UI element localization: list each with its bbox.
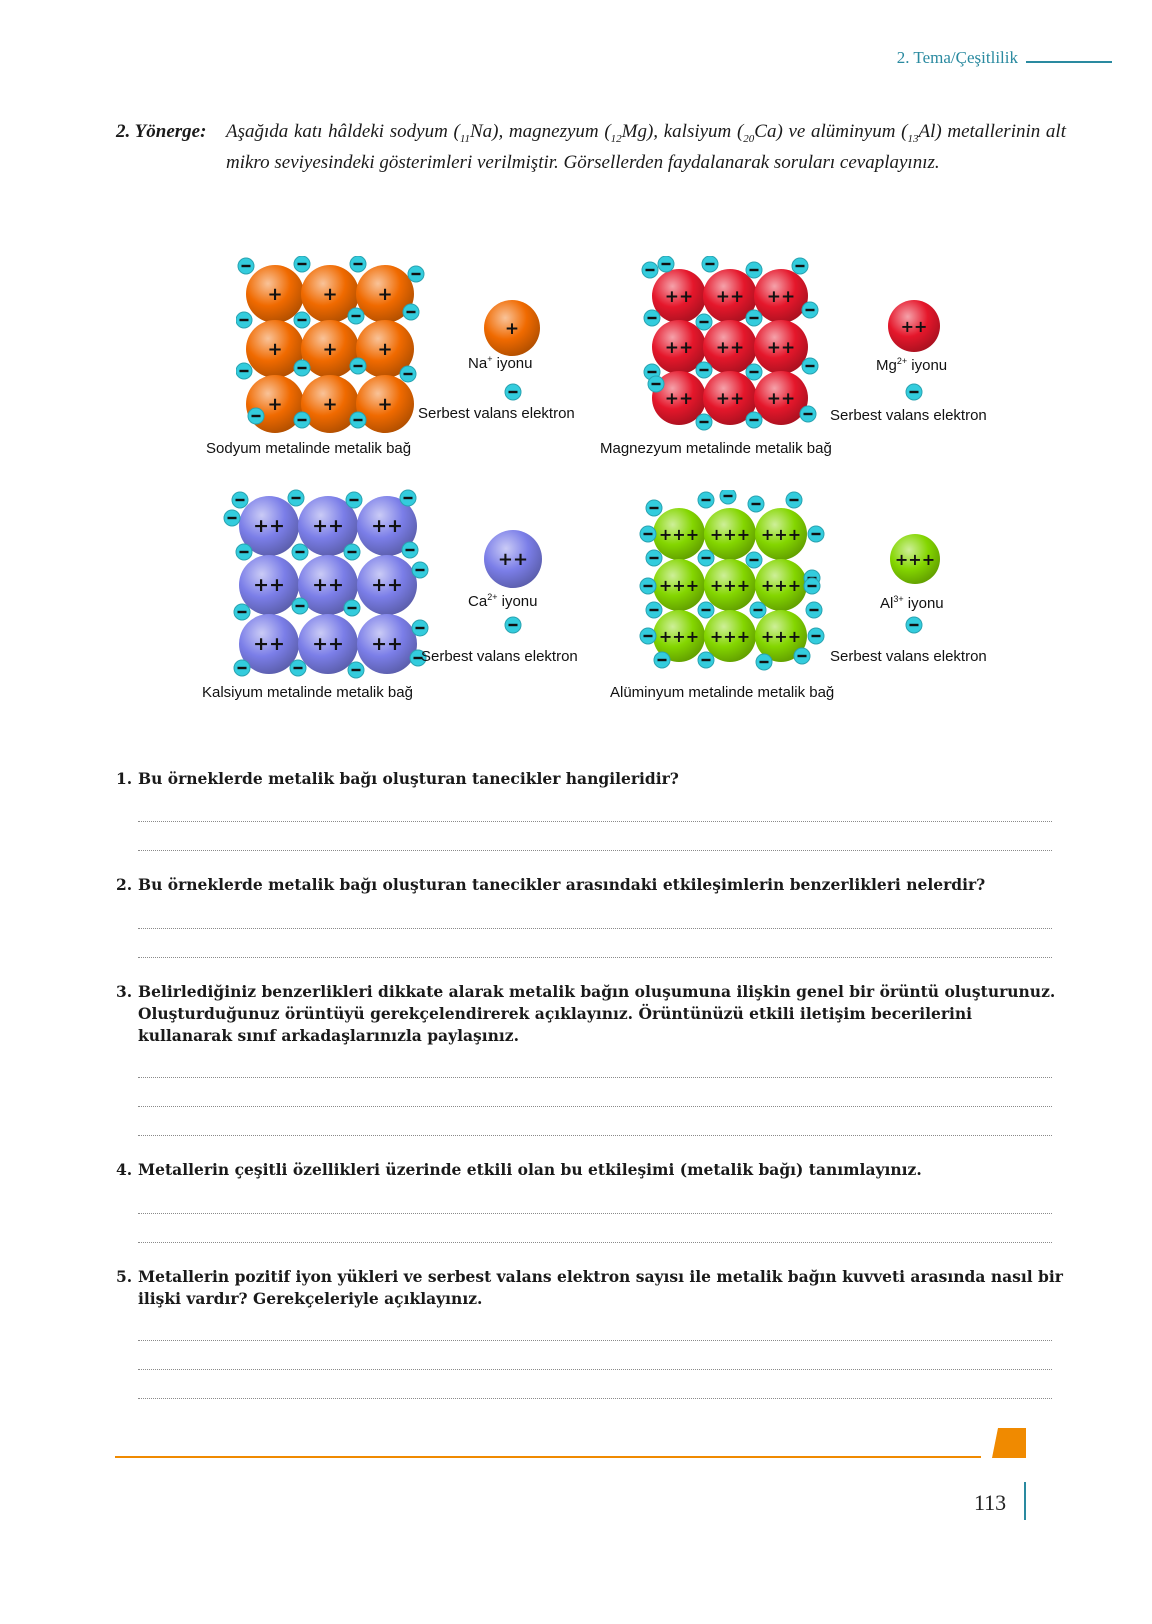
electron-minus xyxy=(252,415,261,417)
aluminium-free-electron xyxy=(904,615,924,635)
instruction-block xyxy=(116,120,1066,174)
lattice-ion-charge: ++ xyxy=(371,633,403,655)
question-2: 2. Bu örneklerde metalik bağı oluşturan tanecikler arasındaki etkileşimlerin benzerlikleri nelerdir? xyxy=(116,874,1066,896)
aluminium-ion-svg xyxy=(888,532,942,586)
lattice-ion-charge: +++ xyxy=(709,627,751,646)
electron-minus xyxy=(724,495,733,497)
calcium-free-electron xyxy=(503,615,523,635)
aluminium-lattice xyxy=(632,490,832,676)
electron-minus xyxy=(700,369,709,371)
lattice-ion-charge: +++ xyxy=(760,576,802,595)
electron-minus xyxy=(240,370,249,372)
electron-minus xyxy=(798,655,807,657)
question-1: 1. Bu örneklerde metalik bağı oluşturan tanecikler hangileridir? xyxy=(116,768,1066,790)
magnesium-lattice xyxy=(632,256,832,436)
answer-line[interactable] xyxy=(138,1077,1052,1078)
header-rule xyxy=(1026,61,1112,63)
instruction-label: 2. Yönerge: xyxy=(116,121,207,142)
footer-tab-icon xyxy=(992,1428,1026,1458)
lattice-ion-charge: ++ xyxy=(371,574,403,596)
question-text: Belirlediğiniz benzerlikleri dikkate alarak metalik bağın oluşumuna ilişkin genel bir örüntü oluşturunuz. Oluşturduğunuz örüntüyü gerekçelendirerek açıklayınız. Örüntünüzü etkili iletişim becerilerini kullanarak sınıf arkadaşlarınızla paylaşınız. xyxy=(138,982,1056,1045)
lattice-ion-charge: ++ xyxy=(766,389,796,409)
lattice-ion-charge: ++ xyxy=(664,287,694,307)
free-electron-icon xyxy=(904,382,924,402)
electron-minus xyxy=(650,557,659,559)
free-electron-icon xyxy=(503,382,523,402)
electron-minus xyxy=(404,373,413,375)
electron-minus xyxy=(644,635,653,637)
sodium-ion-label: Na+ iyonu xyxy=(468,354,533,372)
electron-minus xyxy=(242,265,251,267)
question-text: Bu örneklerde metalik bağı oluşturan tanecikler hangileridir? xyxy=(138,769,679,788)
electron-minus xyxy=(652,383,661,385)
calcium-ion-label: $Ca^{2+}$ iyonu xyxy=(468,592,538,610)
lattice-ion-charge: ++ xyxy=(371,515,403,537)
lattice-ion-charge: +++ xyxy=(709,576,751,595)
lattice-ion-charge: ++ xyxy=(766,287,796,307)
magnesium-ion xyxy=(886,298,942,354)
electron-minus xyxy=(228,517,237,519)
page-number-bar xyxy=(1024,1482,1026,1520)
magnesium-lattice-svg xyxy=(632,256,832,436)
single-ion-charge: + xyxy=(504,319,520,339)
aluminium-ion xyxy=(888,532,942,586)
lattice-ion-charge: ++ xyxy=(312,574,344,596)
single-ion-charge: +++ xyxy=(894,550,936,569)
electron-minus xyxy=(790,499,799,501)
electron-minus xyxy=(808,585,817,587)
electron-minus xyxy=(406,549,415,551)
magnesium-electron-label: Serbest valans elektron xyxy=(830,407,987,424)
electron-minus xyxy=(352,669,361,671)
calcium-lattice xyxy=(220,488,440,684)
lattice-ion-charge: +++ xyxy=(658,627,700,646)
answer-line[interactable] xyxy=(138,850,1052,851)
electron-minus xyxy=(810,609,819,611)
magnesium-free-electron xyxy=(904,382,924,402)
question-4: 4. Metallerin çeşitli özellikleri üzerinde etkili olan bu etkileşimi (metalik bağı) tanımlayınız. xyxy=(116,1159,1066,1181)
lattice-ion-charge: +++ xyxy=(760,525,802,544)
answer-line[interactable] xyxy=(138,1398,1052,1399)
lattice-ion-charge: ++ xyxy=(715,338,745,358)
electron-minus xyxy=(796,265,805,267)
electron-minus xyxy=(294,667,303,669)
electron-minus xyxy=(354,419,363,421)
electron-minus xyxy=(812,635,821,637)
lattice-ion-charge: ++ xyxy=(766,338,796,358)
electron-minus xyxy=(240,319,249,321)
free-electron-icon xyxy=(904,615,924,635)
electron-minus xyxy=(354,365,363,367)
lattice-ion-charge: + xyxy=(322,339,338,360)
electron-minus xyxy=(354,263,363,265)
question-text: Bu örneklerde metalik bağı oluşturan tanecikler arasındaki etkileşimlerin benzerlikleri nelerdir? xyxy=(138,875,986,894)
electron-minus xyxy=(298,419,307,421)
aluminium-lattice-svg xyxy=(632,490,832,676)
instruction-text: Aşağıda katı hâldeki sodyum $(_{11}Na)$, magnezyum $(_{12}Mg)$, kalsiyum $(_{20}Ca)$ ve alüminyum $(_{13}Al)$ metallerinin alt mikro seviyesindeki gösterimleri verilmiştir. Görsellerden faydalanarak soruları cevaplayınız. xyxy=(226,121,1066,173)
electron-minus xyxy=(644,533,653,535)
lattice-ion-charge: +++ xyxy=(658,525,700,544)
electron-minus xyxy=(760,661,769,663)
sodium-ion xyxy=(482,298,542,358)
sodium-caption: Sodyum metalinde metalik bağ xyxy=(206,440,412,457)
free-electron-icon xyxy=(503,615,523,635)
electron-minus xyxy=(750,317,759,319)
sodium-electron-label: Serbest valans elektron xyxy=(418,405,575,422)
lattice-ion-charge: ++ xyxy=(715,389,745,409)
answer-line[interactable] xyxy=(138,1213,1052,1214)
lattice-ion-charge: + xyxy=(267,284,283,305)
electron-minus xyxy=(348,607,357,609)
lattice-ion-charge: +++ xyxy=(658,576,700,595)
electron-minus xyxy=(910,624,919,626)
electron-minus xyxy=(706,263,715,265)
electron-minus xyxy=(750,269,759,271)
electron-minus xyxy=(750,559,759,561)
answer-line[interactable] xyxy=(138,928,1052,929)
electron-minus xyxy=(702,499,711,501)
electron-minus xyxy=(646,269,655,271)
answer-line[interactable] xyxy=(138,1106,1052,1107)
answer-line[interactable] xyxy=(138,1340,1052,1341)
calcium-ion xyxy=(482,528,544,590)
sodium-free-electron xyxy=(503,382,523,402)
aluminium-ion-label: $Al^{3+}$ iyonu xyxy=(880,594,944,612)
calcium-electron-label: Serbest valans elektron xyxy=(421,648,578,665)
electron-minus xyxy=(700,421,709,423)
lattice-ion-charge: + xyxy=(267,394,283,415)
lattice-ion-charge: ++ xyxy=(312,515,344,537)
electron-minus xyxy=(350,499,359,501)
aluminium-electron-label: Serbest valans elektron xyxy=(830,648,987,665)
electron-minus xyxy=(296,605,305,607)
calcium-ion-svg xyxy=(482,528,544,590)
lattice-ion-charge: ++ xyxy=(312,633,344,655)
sodium-lattice-svg xyxy=(236,256,436,446)
electron-minus xyxy=(298,319,307,321)
electron-minus xyxy=(700,321,709,323)
electron-minus xyxy=(658,659,667,661)
electron-minus xyxy=(416,627,425,629)
footer-rule xyxy=(115,1456,981,1458)
lattice-ion-charge: + xyxy=(377,339,393,360)
page-number: 113 xyxy=(974,1490,1007,1515)
electron-minus xyxy=(812,533,821,535)
electron-minus xyxy=(750,371,759,373)
electron-minus xyxy=(238,667,247,669)
question-5: 5. Metallerin pozitif iyon yükleri ve serbest valans elektron sayısı ile metalik bağın kuvveti arasında nasıl bir ilişki vardır? Gerekçeleriyle açıklayınız. xyxy=(116,1266,1066,1310)
electron-minus xyxy=(702,659,711,661)
electron-minus xyxy=(650,507,659,509)
question-text: Metallerin çeşitli özellikleri üzerinde etkili olan bu etkileşimi (metalik bağı) tanımlayınız. xyxy=(138,1160,922,1179)
magnesium-ion-svg xyxy=(886,298,942,354)
electron-minus xyxy=(292,497,301,499)
electron-minus xyxy=(348,551,357,553)
electron-minus xyxy=(662,263,671,265)
question-3: 3. Belirlediğiniz benzerlikleri dikkate alarak metalik bağın oluşumuna ilişkin genel bir örüntü oluşturunuz. Oluşturduğunuz örüntüyü gerekçelendirerek açıklayınız. Örüntünüzü etkili iletişim becerilerini kullanarak sınıf arkadaşlarınızla paylaşınız. xyxy=(116,981,1066,1047)
lattice-ion-charge: ++ xyxy=(253,574,285,596)
electron-minus xyxy=(750,419,759,421)
electron-minus xyxy=(416,569,425,571)
electron-minus xyxy=(509,391,518,393)
lattice-ion-charge: + xyxy=(377,394,393,415)
lattice-ion-charge: + xyxy=(267,339,283,360)
answer-line[interactable] xyxy=(138,1135,1052,1136)
answer-line[interactable] xyxy=(138,1369,1052,1370)
sodium-lattice xyxy=(236,256,436,446)
single-ion-charge: ++ xyxy=(900,317,928,336)
sodium-ion-svg xyxy=(482,298,542,358)
single-ion-charge: ++ xyxy=(497,549,529,570)
electron-minus xyxy=(298,367,307,369)
electron-minus xyxy=(648,371,657,373)
calcium-lattice-svg xyxy=(220,488,440,684)
electron-minus xyxy=(240,551,249,553)
answer-line[interactable] xyxy=(138,821,1052,822)
electron-minus xyxy=(238,611,247,613)
magnesium-caption: Magnezyum metalinde metalik bağ xyxy=(600,440,832,457)
electron-minus xyxy=(352,315,361,317)
electron-minus xyxy=(910,391,919,393)
electron-minus xyxy=(806,309,815,311)
electron-minus xyxy=(702,557,711,559)
magnesium-ion-label: $Mg^{2+}$ iyonu xyxy=(876,356,948,374)
electron-minus xyxy=(412,273,421,275)
lattice-ion-charge: +++ xyxy=(760,627,802,646)
electron-minus xyxy=(752,503,761,505)
lattice-ion-charge: ++ xyxy=(664,338,694,358)
electron-minus xyxy=(648,317,657,319)
lattice-ion-charge: + xyxy=(322,394,338,415)
lattice-ion-charge: + xyxy=(377,284,393,305)
lattice-ion-charge: ++ xyxy=(715,287,745,307)
aluminium-caption: Alüminyum metalinde metalik bağ xyxy=(610,684,835,701)
lattice-ion-charge: ++ xyxy=(664,389,694,409)
page-header xyxy=(897,48,1112,68)
lattice-ion-charge: ++ xyxy=(253,633,285,655)
lattice-ion-charge: ++ xyxy=(253,515,285,537)
answer-line[interactable] xyxy=(138,1242,1052,1243)
answer-line[interactable] xyxy=(138,957,1052,958)
calcium-caption: Kalsiyum metalinde metalik bağ xyxy=(202,684,413,701)
electron-minus xyxy=(404,497,413,499)
electron-minus xyxy=(702,609,711,611)
electron-minus xyxy=(754,609,763,611)
question-text: Metallerin pozitif iyon yükleri ve serbest valans elektron sayısı ile metalik bağın kuvveti arasında nasıl bir ilişki vardır? Gerekçeleriyle açıklayınız. xyxy=(138,1267,1063,1308)
electron-minus xyxy=(806,365,815,367)
electron-minus xyxy=(509,624,518,626)
electron-minus xyxy=(298,263,307,265)
electron-minus xyxy=(804,413,813,415)
electron-minus xyxy=(650,609,659,611)
lattice-ion-charge: +++ xyxy=(709,525,751,544)
lattice-ion-charge: + xyxy=(322,284,338,305)
electron-minus xyxy=(407,311,416,313)
electron-minus xyxy=(296,551,305,553)
section-title: 2. Tema/Çeşitlilik xyxy=(896,48,1018,67)
electron-minus xyxy=(644,585,653,587)
electron-minus xyxy=(236,499,245,501)
